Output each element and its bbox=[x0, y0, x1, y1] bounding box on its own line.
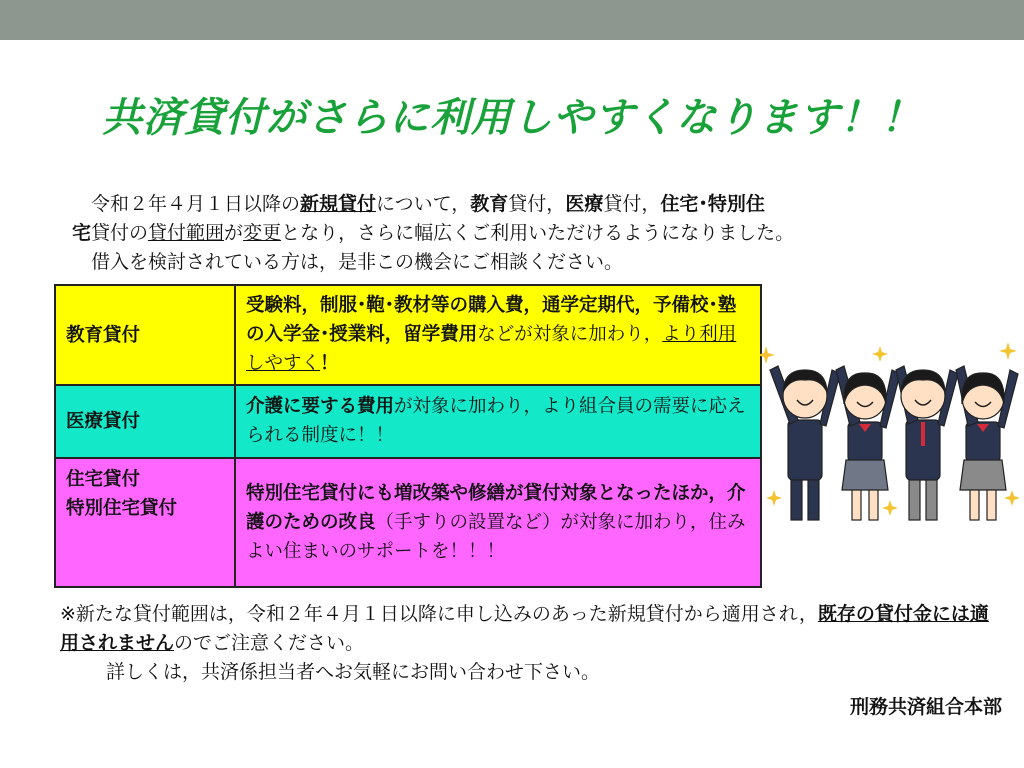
intro-education: 教育 bbox=[470, 193, 509, 215]
education-category-label: 教育貸付 bbox=[66, 324, 141, 346]
education-d1: 受験料，制服･鞄･教材等の購入費，通学定期代，予備校･塾の入学金･授業料，留学費用 bbox=[246, 295, 737, 345]
intro-line-3: 借入を検討されている方は，是非この機会にご相談ください。 bbox=[72, 251, 624, 273]
note-paragraph-1 bbox=[60, 600, 1000, 658]
medical-category-label: 医療貸付 bbox=[66, 411, 141, 432]
housing-d2: （手すりの設置など）が対象に加わり，住みよい住まいのサポートを！！！ bbox=[246, 511, 746, 562]
intro-line-1 bbox=[72, 190, 972, 219]
intro-new-loan: 新規貸付 bbox=[300, 193, 377, 215]
education-d4: ！ bbox=[320, 353, 339, 374]
intro-l2-f: となり，さらに幅広くご利用いただけるようになりました。 bbox=[281, 222, 795, 244]
medical-row bbox=[55, 385, 761, 458]
note-text bbox=[60, 600, 1000, 687]
medical-category bbox=[55, 385, 235, 458]
education-description bbox=[235, 285, 761, 385]
housing-category-label-1: 住宅貸付 bbox=[66, 469, 141, 490]
intro-l1-c: について， bbox=[376, 193, 471, 215]
intro-l1-g: 貸付， bbox=[603, 193, 661, 215]
cheering-students-icon bbox=[760, 340, 1024, 540]
note-paragraph-2: 詳しくは，共済係担当者へお気軽にお問い合わせ下さい。 bbox=[106, 661, 601, 683]
intro-l2-b: 貸付の bbox=[91, 222, 149, 244]
housing-row bbox=[55, 458, 761, 587]
housing-d1: 特別住宅貸付にも増改築や修繕が貸付対象となったほか，介護のための改良 bbox=[246, 482, 746, 533]
housing-category bbox=[55, 458, 235, 587]
intro-housing: 住宅･特別住 bbox=[660, 193, 765, 215]
housing-description bbox=[235, 458, 761, 587]
slide-title: 共済貸付がさらに利用しやすくなります！！ bbox=[102, 95, 922, 141]
medical-d1: 介護に要する費用 bbox=[246, 396, 395, 417]
intro-text bbox=[72, 190, 972, 277]
intro-l1-e: 貸付， bbox=[508, 193, 566, 215]
note-p1-end: のでご注意ください。 bbox=[174, 632, 365, 654]
education-row bbox=[55, 285, 761, 385]
intro-l2-d: が bbox=[224, 222, 244, 244]
intro-medical: 医療 bbox=[565, 193, 604, 215]
top-band bbox=[0, 0, 1024, 40]
intro-change: 変更 bbox=[243, 222, 282, 244]
medical-description bbox=[235, 385, 761, 458]
housing-category-label-2: 特別住宅貸付 bbox=[66, 498, 178, 519]
organization-name: 刑務共済組合本部 bbox=[849, 696, 1002, 718]
education-d2: などが対象に加わり， bbox=[477, 324, 663, 345]
medical-d2: が対象に加わり，より組合員の需要に応えられる制度に！！ bbox=[246, 396, 746, 446]
note-p1-emphasis: 既存の貸付金には適用されません bbox=[60, 603, 989, 654]
education-d3: より利用しやすく bbox=[246, 324, 737, 374]
intro-l1-a: 令和２年４月１日以降の bbox=[72, 193, 301, 215]
note-p1: ※新たな貸付範囲は，令和２年４月１日以降に申し込みのあった新規貸付から適用され， bbox=[60, 603, 818, 625]
intro-loan-scope: 貸付範囲 bbox=[148, 222, 225, 244]
intro-line-2 bbox=[72, 219, 972, 248]
education-category bbox=[55, 285, 235, 385]
loan-table bbox=[54, 284, 762, 588]
intro-housing-end: 宅 bbox=[72, 222, 92, 244]
